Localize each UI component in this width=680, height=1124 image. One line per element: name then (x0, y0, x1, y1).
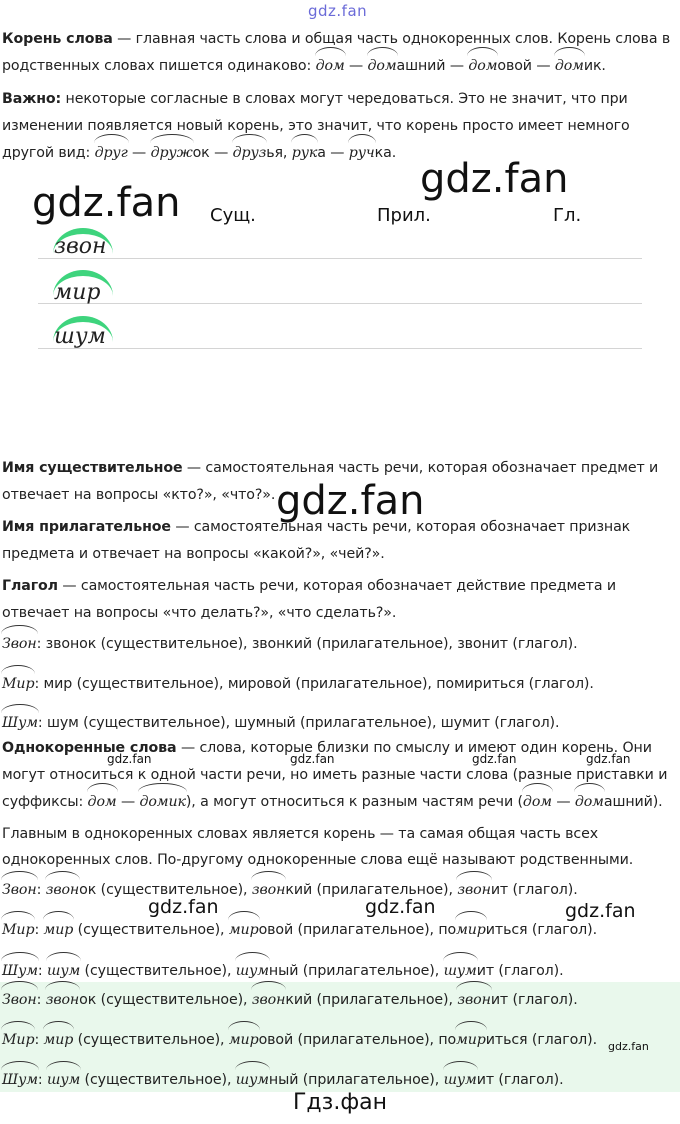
root-word: Шум (2, 958, 38, 985)
root-word: Шум (2, 710, 38, 737)
intro-paragraph-2-line2: изменении появляется новый корень, это значит, что корень просто имеет немного (2, 118, 630, 134)
example-line (2, 710, 559, 737)
word-rest: ья, (266, 145, 288, 161)
term-verb: Глагол (2, 578, 58, 594)
intro-text: родственных словах пишется одинаково: (2, 58, 316, 74)
intro-paragraph-1-line2 (2, 53, 606, 80)
theory-text: — самостоятельная часть речи, которая обозначает предмет и (182, 460, 659, 476)
example-text: : шум (существительное), шумный (прилагательное), шумит (глагол). (37, 715, 560, 731)
watermark-footer: Гдз.фан (293, 1090, 387, 1115)
root-word: шум (444, 958, 477, 985)
table-line (38, 348, 642, 349)
root-word: друг (95, 140, 128, 167)
watermark-small: gdz.fan (107, 752, 152, 766)
answer-line-highlight: Мир: мир (существительное), мировой (прилагательное), помириться (глагол). (2, 1027, 597, 1054)
theory-text: — самостоятельная часть речи, которая обозначает действие предмета и (57, 578, 616, 594)
table-line (38, 258, 642, 259)
term-cognates: Однокоренные слова (2, 740, 177, 756)
word-rest: (существительное), (73, 922, 225, 938)
intro-text: — главная часть слова и общая часть однокоренных слов. Корень слова в (112, 31, 671, 47)
column-header-verb: Гл. (553, 205, 582, 226)
example-text: : мир (существительное), мировой (прилагательное), помириться (глагол). (34, 676, 594, 692)
term-noun: Имя существительное (2, 460, 183, 476)
root-word: шум (236, 958, 269, 985)
root-word: дом (88, 789, 117, 816)
intro-text: другой вид: (2, 145, 95, 161)
root-word: звон (46, 987, 79, 1014)
root-word: шум (236, 1067, 269, 1094)
root-word: Звон (2, 877, 37, 904)
cognates-line2: могут относиться к одной части речи, но иметь разные части слова (разные приставки и (2, 767, 668, 783)
root-word: мир (456, 917, 486, 944)
root-word: дом (368, 53, 397, 80)
word-rest: ит (глагол). (490, 882, 578, 898)
dash: — (209, 145, 233, 161)
word-rest: овой (прилагательное), по (258, 1032, 457, 1048)
word-rest: (существительное), (80, 963, 232, 979)
theory-verb (2, 573, 616, 600)
word-rest: кий (прилагательное), (285, 992, 453, 1008)
root-word: друз (233, 140, 267, 167)
root-word: Звон (2, 631, 37, 658)
cognates-line3: суффиксы: дом — домик), а могут относиться к разным частям речи (дом — домашний). (2, 789, 663, 816)
watermark-big: gdz.fan (276, 478, 425, 524)
root-word: шум (47, 958, 80, 985)
root-word: мир (44, 917, 74, 944)
column-header-adjective: Прил. (377, 205, 431, 226)
word-rest: ный (прилагательное), (268, 1072, 440, 1088)
watermark-big: gdz.fan (32, 180, 181, 226)
root-word: Мир (2, 671, 34, 698)
root-word: Мир (2, 917, 34, 944)
root-word: Звон (2, 987, 37, 1014)
watermark-medium: gdz.fan (365, 896, 436, 918)
watermark-medium: gdz.fan (148, 896, 219, 918)
theory-adjective-line2: предмета и отвечает на вопросы «какой?», «чей?». (2, 546, 385, 562)
dash: — (445, 58, 469, 74)
watermark-small: gdz.fan (608, 1040, 649, 1053)
answer-line: Звон: звонок (существительное), звонкий (прилагательное), звонит (глагол). (2, 877, 578, 904)
root-word: мир (229, 1027, 259, 1054)
cognates-line5: однокоренных слов. По-другому однокоренные слова ещё называют родственными. (2, 852, 634, 868)
word-rest: ок (192, 145, 210, 161)
root-word: дом (555, 53, 584, 80)
example-line (2, 631, 577, 658)
root-word: руч (349, 140, 375, 167)
example-line (2, 671, 594, 698)
answer-line-highlight: Шум: шум (существительное), шумный (прилагательное), шумит (глагол). (2, 1067, 564, 1094)
root-word: мир (456, 1027, 486, 1054)
watermark-medium: gdz.fan (565, 900, 636, 922)
dash: — (344, 58, 368, 74)
word-rest: кий (прилагательное), (285, 882, 453, 898)
root-word: звон (46, 877, 79, 904)
cognates-text: ), а могут относиться к разным частям речи ( (185, 794, 523, 810)
term-koren: Корень слова (2, 31, 113, 47)
theory-noun-line2: отвечает на вопросы «кто?», «что?». (2, 487, 276, 503)
root-word: звон (252, 877, 285, 904)
cognates-text: суффиксы: (2, 794, 88, 810)
watermark-small: gdz.fan (472, 752, 517, 766)
word-rest: иться (глагол). (485, 922, 597, 938)
word-rest: ит (глагол). (490, 992, 578, 1008)
watermark-top: gdz.fan (308, 2, 368, 20)
word-rest: ик. (583, 58, 606, 74)
root-word: дом (523, 789, 552, 816)
word-rest: ит (глагол). (476, 1072, 564, 1088)
word-rest: овой (497, 58, 532, 74)
word-rest: ка. (374, 145, 397, 161)
dash: — (531, 58, 555, 74)
word-rest: (существительное), (73, 1032, 225, 1048)
root-word: шум (444, 1067, 477, 1094)
root-word: друж (151, 140, 193, 167)
word-rest: иться (глагол). (485, 1032, 597, 1048)
root-word: Мир (2, 1027, 34, 1054)
word-rest: ный (прилагательное), (268, 963, 440, 979)
word-rest: ашний). (603, 794, 663, 810)
root-word: мир (44, 1027, 74, 1054)
intro-text: некоторые согласные в словах могут чередоваться. Это не значит, что при (61, 91, 628, 107)
word-rest: ашний (396, 58, 446, 74)
table-word-mir: мир (54, 280, 101, 305)
answer-line-highlight: Звон: звонок (существительное), звонкий (прилагательное), звонит (глагол). (2, 987, 578, 1014)
answer-line: Мир: мир (существительное), мировой (прилагательное), помириться (глагол). (2, 917, 597, 944)
root-word: домик (139, 789, 185, 816)
root-word: дом (575, 789, 604, 816)
word-rest: овой (прилагательное), по (258, 922, 457, 938)
table-word-zvon: звон (54, 234, 107, 259)
root-word: звон (457, 987, 490, 1014)
theory-adjective (2, 514, 630, 541)
table-word-shum: шум (54, 324, 106, 349)
root-word: звон (252, 987, 285, 1014)
root-word: мир (229, 917, 259, 944)
root-word: шум (47, 1067, 80, 1094)
dash: — (127, 145, 151, 161)
word-rest: а (317, 145, 326, 161)
dash: — (325, 145, 349, 161)
word-rest: ит (глагол). (476, 963, 564, 979)
term-vazhno: Важно: (2, 91, 62, 107)
word-rest: (существительное), (80, 1072, 232, 1088)
intro-paragraph-2 (2, 86, 628, 113)
root-word: Шум (2, 1067, 38, 1094)
watermark-small: gdz.fan (586, 752, 631, 766)
column-header-noun: Сущ. (210, 205, 256, 226)
example-text: : звонок (существительное), звонкий (прилагательное), звонит (глагол). (36, 636, 578, 652)
root-word: рук (292, 140, 317, 167)
cognates-text: — слова, которые близки по смыслу и имеют один корень. Они (176, 740, 652, 756)
intro-paragraph-2-line3 (2, 140, 396, 167)
term-adjective: Имя прилагательное (2, 519, 171, 535)
watermark-small: gdz.fan (290, 752, 335, 766)
root-word: звон (457, 877, 490, 904)
table-line (38, 303, 642, 304)
watermark-big: gdz.fan (420, 156, 569, 202)
root-word: дом (316, 53, 345, 80)
theory-verb-line2: отвечает на вопросы «что делать?», «что сделать?». (2, 605, 397, 621)
word-rest: ок (существительное), (79, 882, 248, 898)
cognates-line4: Главным в однокоренных словах является корень — та самая общая часть всех (2, 826, 599, 842)
theory-text: — самостоятельная часть речи, которая обозначает признак (170, 519, 631, 535)
word-rest: ок (существительное), (79, 992, 248, 1008)
answer-line: Шум: шум (существительное), шумный (прилагательное), шумит (глагол). (2, 958, 564, 985)
root-word: дом (468, 53, 497, 80)
